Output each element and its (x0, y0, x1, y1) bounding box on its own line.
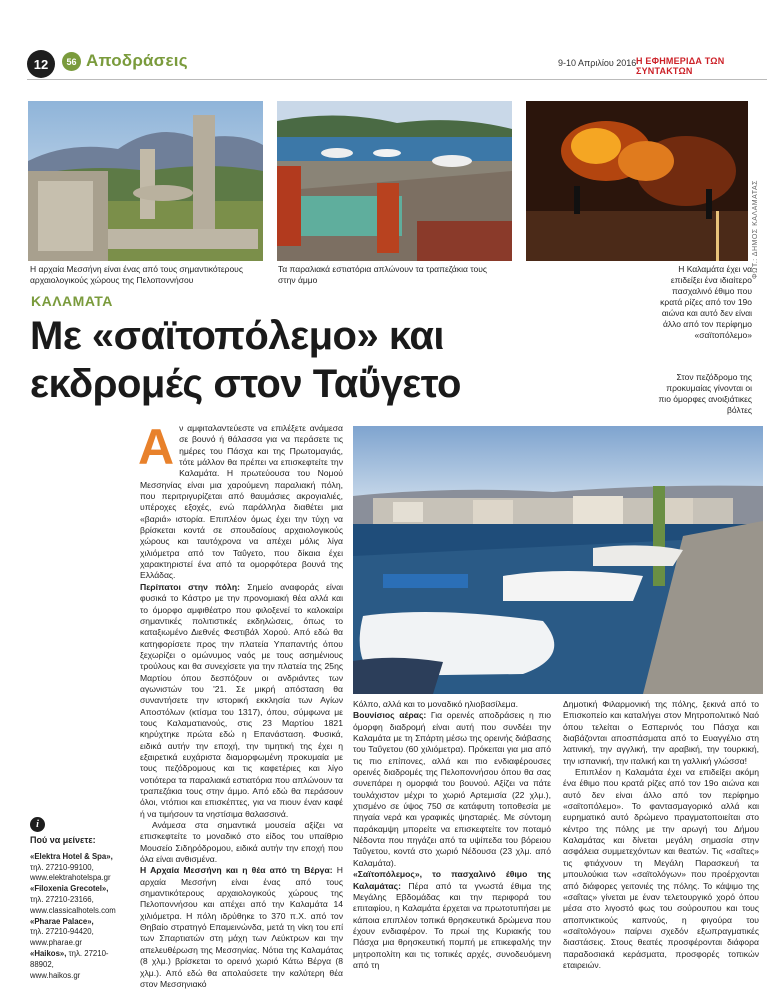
article-title (30, 312, 630, 408)
hotel-website: www.haikos.gr (30, 970, 81, 980)
hotel-phone: τηλ. 27210-94420, (30, 927, 94, 937)
caption-beach-restaurants: Τα παραλιακά εστιατόρια απλώνουν τα τραπεζάκια τους στην άμμο (278, 264, 487, 285)
where-to-stay-heading: Πού να μείνετε: (30, 835, 96, 845)
hotel-name: «Pharae Palace», (30, 916, 94, 926)
header-rule (27, 79, 767, 80)
paragraph-text: Για ορεινές αποδράσεις η πιο όμορφη διαδρομή είναι αυτή που συνδέει την Καλαμάτα με τη Σπάρτη μέσω της ορεινής διάβασης του Ταΰγετου (60 χιλιόμετρα). Πρόκειται για μια από τις πιο επίπονες, αλλά και πιο ενδιαφέρουσες ορεινές διαδρομές της Πελοποννήσου όπου θα σας συνεπάρει η ομορφιά του βουνού. Αξίζει να πάτε τουλάχιστον μέχρι το χωριό Αρτεμισία (22 χλμ.), χτισμένο σε ύψος 750 σε κατάφυτη τοποθεσία με πηγαία νερά και γραφικές ψησταριές. Με σύντομη παράκαμψη μπορείτε να επισκεφτείτε τον ποταμό Νέδοντα που πηγάζει από τα υψίπεδα του βόρειου Ταΰγετου, κοντά στο χωριό Νέδουσα (23 χλμ. από Καλαμάτα). (353, 710, 552, 868)
paragraph-lead: Περίπατοι στην πόλη: (140, 581, 240, 592)
article-kicker: ΚΑΛΑΜΑΤΑ (31, 293, 113, 309)
photo-credit: ΦΩΤ.: ΔΗΜΟΣ ΚΑΛΑΜΑΤΑΣ (752, 180, 759, 279)
article-column-2 (353, 699, 551, 971)
where-to-stay (30, 835, 130, 981)
paragraph-lead: Βουνίσιος αέρας: (353, 710, 427, 721)
paragraph-text: Κόλπο, αλλά και το μοναδικό ηλιοβασίλεμα. (353, 699, 518, 709)
paragraph-text: Η αρχαία Μεσσήνη είναι ένας από τους σημαντικότερους αρχαιολογικούς χώρους της Πελοποννήσου και απέχει από την Καλαμάτα 14 χιλιόμετρα. Η πόλη ιδρύθηκε το 370 π.Χ. από τον Θηβαίο στρατηγό Επαμεινώνδα, μετά τη νίκη του επί των Σπαρτιατών στη μάχη των Λεύκτρων και την απελευθέρωση της Μεσσηνίας. Νότια της Καλαμάτας (8 χλμ.) βρίσκεται το ορεινό χωριό Κάτω Βέργα (8 χλμ.). Από εδώ θα απολαύσετε την καλύτερη θέα στον Μεσσηνιακό (140, 865, 343, 989)
article-column-3 (563, 699, 759, 971)
issue-date: 9-10 Απριλίου 2016 (558, 58, 637, 68)
hotel-phone: τηλ. 27210-88902, (30, 948, 109, 969)
paragraph-text: Σημείο αναφοράς είναι φυσικά το Κάστρο με την προνομιακή θέα αλλά και το όμορφο αμφιθέατρο που φιλοξενεί το καλοκαίρι σημαντικές πολιτιστικές εκδηλώσεις, όπως το καταξιωμένο Διεθνές Φεστιβάλ Χορού. Από εδώ θα κατηφορίσετε προς την πλατεία Υπαπαντής όπου ξεχωρίζει ο ομώνυμος ναός με τους ασημένιους τρούλους και θα συνεχίσετε για την πλατεία της 25ης Μαρτίου όπου δεσπόζουν οι ανδριάντες των αγωνιστών του '21. Σε μικρή απόσταση θα συναντήσετε την ιστορική εκκλησία των Αγίων Αποστόλων (κτίσμα του 1317), όπου, σύμφωνα με τους Καλαματιανούς, στις 23 Μαρτίου 1821 κηρύχτηκε πρώτα εδώ η Επανάσταση. Φυσικά, ειδικά αυτήν την εποχή, την τιμητική της έχει η εξαιρετικά ευχάριστα διαμορφωμένη προκυμαία με τους πεζόδρομους και τις καφετέριες και λίγο νοτιότερα τα παραλιακά εστιατόρια που απλώνουν τα τραπεζάκια τους στην άμμο. Από εδώ θα περάσουν όλοι, ντόπιοι και επισκέπτες, για να πιουν έναν καφέ ή να τιμήσουν τα νηστίσιμα θαλασσινά. (140, 581, 343, 819)
drop-cap: Α (138, 419, 175, 475)
hotel-name: «Elektra Hotel & Spa», (30, 851, 113, 861)
paragraph-lead: Η Αρχαία Μεσσήνη και η θέα από τη Βέργα: (140, 865, 333, 876)
photo-ancient-messini (28, 101, 263, 261)
caption-ancient-messini: Η αρχαία Μεσσήνη είναι ένας από τους σημαντικότερους αρχαιολογικούς χώρους της Πελοποννήσου (30, 264, 243, 285)
article-column-1 (138, 419, 343, 990)
photo-saitopolemos (526, 101, 748, 261)
paragraph-text: ν αμφιταλαντεύεστε να επιλέξετε ανάμεσα σε βουνό ή θάλασσα για να περάσετε τις ημέρες του Πάσχα και της Πρωτομαγιάς, τότε μάλλον θα πρέπει να επισκεφτείτε την Καλαμάτα. Η πρωτεύουσα του Νομού Μεσσηνίας είναι μια χαρούμενη παραλιακή πόλη, που περιτριγυρίζεται από θαυμάσιες ακρογιαλιές, υπέροχες εξοχές, ενώ παράλληλα διαθέτει μια «βαριά» ιστορία. Επιπλέον όμως έχει την τύχη να βρίσκεται κοντά σε σπουδαίους αρχαιολογικούς χώρους και ταυτόχρονα να απέχει μόλις λίγα χιλιόμετρα από τον Ταΰγετο, που δίκαια έχει χαρακτηριστεί ένα από τα ομορφότερα βουνά της Ελλάδας. (140, 423, 343, 581)
paragraph-lead: «Σαϊτοπόλεμος», το πασχαλινό έθιμο της Καλαμάτας: (353, 869, 551, 891)
paragraph-text: Επιπλέον η Καλαμάτα έχει να επιδείξει ακόμη ένα έθιμο που κρατά ρίζες από τον 19ο αιώνα και αυτό δεν είναι άλλο από τον περίφημο «σαϊτοπόλεμο». Το φαντασμαγορικό αλλά και ευρηματικό αυτό δρώμενο πραγματοποιείται στο κέντρο της πόλης με την αρωγή του Δήμου Καλαμάτας και δίνεται μεγάλη σημασία στην ασφάλεια συμμετεχόντων και θεατών. Τις «σαΐτες» τις φτιάχνουν τη Μεγάλη Παρασκευή τα μπουλούκια των «σαϊτολόγων» που προέρχονται από διάφορες γειτονιές της πόλης. Το κάψιμο της «σαΐτας» γίνεται με έναν τελετουργικό χορό όπου μέσα στο λιγοστό φως του σούρουπου και τους αποπνικτικούς καπνούς, η φιγούρα του «σαϊτολόγου» παίρνει σχεδόν εξωπραγματικές διαστάσεις. Στους θεατές προσφέρονται διάφορα παραδοσιακά κεράσματα, προσφορές τοπικών εταιρειών. (563, 767, 759, 970)
section-title: Αποδράσεις (86, 51, 188, 70)
section-number-badge: 56 (62, 52, 81, 71)
hotel-phone: τηλ. 27210-23166, (30, 894, 94, 904)
caption-harbor: Στον πεζόδρομο της προκυμαίας γίνονται οι πιο όμορφες ανοιξιάτικες βόλτες (658, 372, 752, 415)
page-number: 12 (27, 50, 55, 78)
paragraph-text: Δημοτική Φιλαρμονική της πόλης, ξεκινά από το Επισκοπείο και καταλήγει στον Μητροπολιτικό Ναό όπου τελείται ο Εσπερινός του Πάσχα και διαβάζονται αποσπάσματα από το Ευαγγέλιο στη λατινική, την αγγλική, την αραβική, την τουρκική, την ισπανική, την ιταλική και τη γαλλική γλώσσα! (563, 699, 759, 766)
hotel-name: «Filoxenia Grecotel», (30, 884, 109, 894)
hotel-website: www.elektrahotelspa.gr (30, 873, 111, 883)
hotel-website: www.classicalhotels.com (30, 905, 116, 915)
caption-saitopolemos: Η Καλαμάτα έχει να επιδείξει ένα ιδιαίτερο πασχαλινό έθιμο που κρατά ρίζες από τον 19ο αιώνα και αυτό δεν είναι άλλο από τον περίφημο «σαϊτοπόλεμο» (660, 264, 752, 340)
hotel-website: www.pharae.gr (30, 938, 83, 948)
title-line-1: Με «σαϊτοπόλεμο» και (30, 314, 445, 358)
photo-harbor (353, 426, 763, 694)
hotel-phone: τηλ. 27210-99100, (30, 862, 94, 872)
title-line-2: εκδρομές στον Ταΰγετο (30, 362, 461, 406)
paragraph-text: Ανάμεσα στα σημαντικά μουσεία αξίζει να επισκεφτείτε το μοναδικό στο είδος του υπαίθριο Μουσείο Σιδηρόδρομου, ειδικά αυτήν την εποχή που όλα είναι ανθισμένα. (140, 820, 343, 865)
photo-beach-restaurants (277, 101, 512, 261)
newspaper-name: Η ΕΦΗΜΕΡΙΔΑ ΤΩΝ ΣΥΝΤΑΚΤΩΝ (636, 56, 725, 76)
info-icon: i (30, 817, 45, 832)
paragraph-text: Πέρα από τα γνωστά έθιμα της Μεγάλης Εβδομάδας και την περιφορά του επιταφίου, η Καλαμάτα έρχεται να πρωτοτυπήσει με κάποια επιπλέον τοπικά θρησκευτικά δρώμενα που έχουν ενδιαφέρον. Το πρωί της Κυριακής του Πάσχα μια θρησκευτική πομπή με επικεφαλής την μητροπολίτη και τις τοπικές αρχές, συνοδευόμενη από τη (353, 880, 551, 970)
hotel-name: «Haikos», (30, 948, 67, 958)
